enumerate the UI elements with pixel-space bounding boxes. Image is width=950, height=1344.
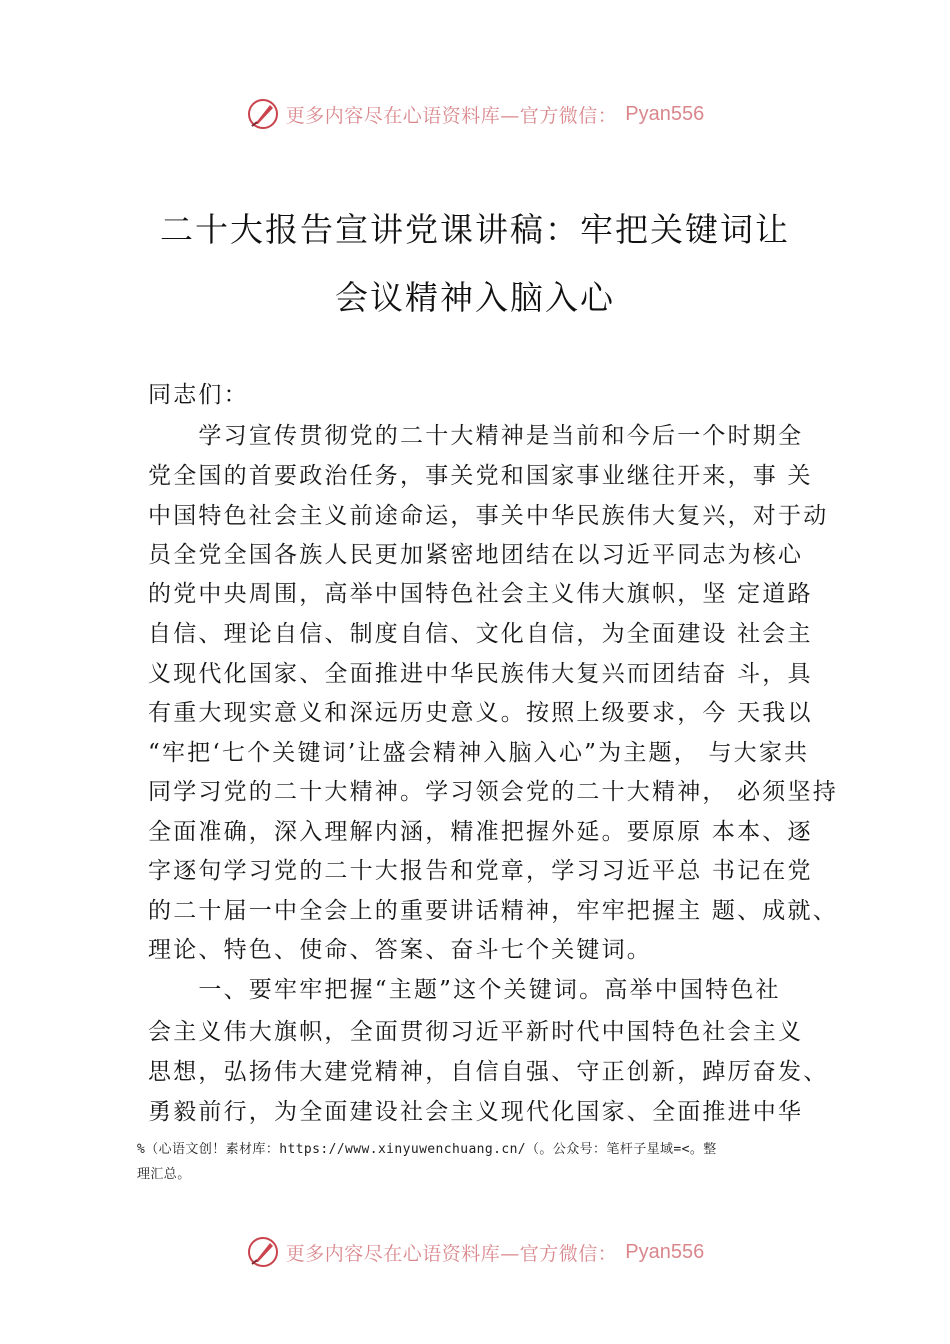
source-note-line-2: 理汇总。	[137, 1167, 191, 1182]
paragraph-line: 同学习党的二十大精神。学习领会党的二十大精神， 必须坚持	[148, 779, 838, 805]
paragraph-line: 义现代化国家、全面推进中华民族伟大复兴而团结奋 斗，具	[148, 661, 813, 687]
salutation: 同志们：	[148, 382, 249, 408]
quill-pen-circle-icon	[246, 97, 280, 131]
header-watermark	[0, 94, 950, 134]
quill-pen-circle-icon	[246, 1235, 280, 1269]
watermark-text: 更多内容尽在心语资料库—官方微信：	[285, 104, 618, 127]
watermark-text: 更多内容尽在心语资料库—官方微信：	[285, 1242, 618, 1265]
source-note-line-1: %（心语文创！素材库：https://www.xinyuwenchuang.cn/（。公众号：笔杆子星域=<。整	[137, 1142, 717, 1157]
paragraph-line: 的党中央周围，高举中国特色社会主义伟大旗帜，坚 定道路	[148, 581, 813, 607]
paragraph-line: “牢把‘七个关键词’让盛会精神入脑入心”为主题， 与大家共	[148, 740, 810, 766]
paragraph-line: 员全党全国各族人民更加紧密地团结在以习近平同志为核心	[148, 542, 804, 568]
paragraph-line: 思想，弘扬伟大建党精神，自信自强、守正创新，踔厉奋发、	[148, 1059, 829, 1085]
paragraph-line: 学习宣传贯彻党的二十大精神是当前和今后一个时期全	[148, 423, 804, 449]
paragraph-line: 自信、理论自信、制度自信、文化自信，为全面建设 社会主	[148, 621, 813, 647]
paragraph-line: 字逐句学习党的二十大报告和党章，学习习近平总 书记在党	[148, 858, 813, 884]
watermark-wechat-id: Pyan556	[625, 102, 705, 125]
paragraph-line: 中国特色社会主义前途命运，事关中华民族伟大复兴，对于动	[148, 503, 829, 529]
paragraph-line: 有重大现实意义和深远历史意义。按照上级要求，今 天我以	[148, 700, 813, 726]
section-heading-line: 一、要牢牢把握“主题”这个关键词。高举中国特色社	[148, 977, 781, 1003]
paragraph-line: 的二十届一中全会上的重要讲话精神，牢牢把握主 题、成就、	[148, 898, 838, 924]
paragraph-line: 党全国的首要政治任务，事关党和国家事业继往开来，事 关	[148, 463, 813, 489]
footer-watermark	[0, 1232, 950, 1272]
document-title-line-2: 会议精神入脑入心	[335, 278, 615, 317]
paragraph-line: 全面准确，深入理解内涵，精准把握外延。要原原 本本、逐	[148, 819, 813, 845]
paragraph-line: 勇毅前行，为全面建设社会主义现代化国家、全面推进中华	[148, 1099, 804, 1125]
paragraph-line: 会主义伟大旗帜，全面贯彻习近平新时代中国特色社会主义	[148, 1019, 804, 1045]
watermark-wechat-id: Pyan556	[625, 1240, 705, 1263]
document-title-line-1: 二十大报告宣讲党课讲稿：牢把关键词让	[160, 210, 790, 249]
paragraph-line: 理论、特色、使命、答案、奋斗七个关键词。	[148, 937, 652, 963]
